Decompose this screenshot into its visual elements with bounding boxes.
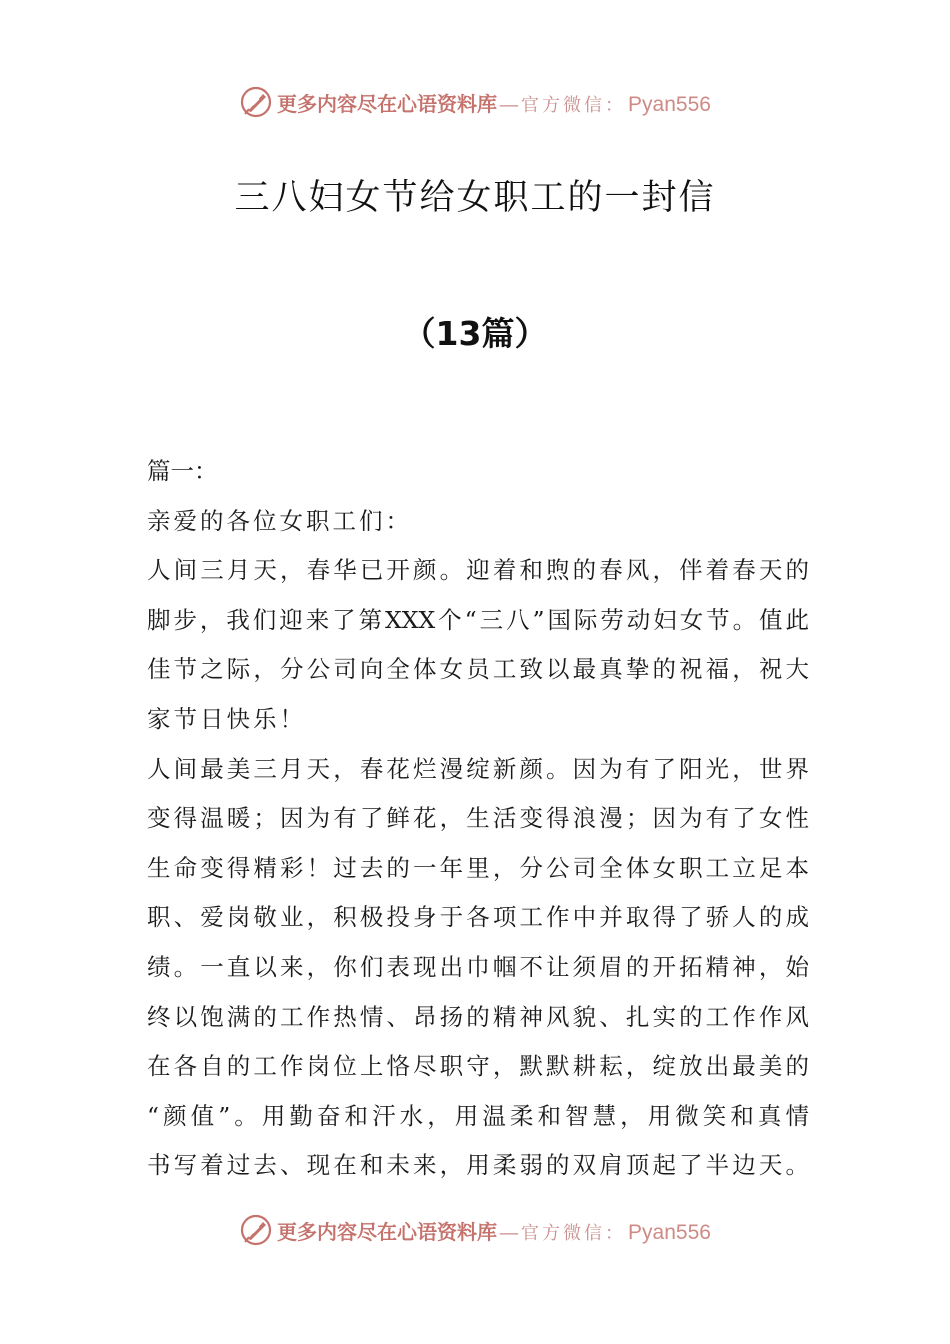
- watermark-wechat-id: Pyan556: [628, 92, 711, 116]
- watermark-footer: [0, 1210, 950, 1250]
- page-title: 三八妇女节给女职工的一封信: [234, 178, 716, 218]
- body-line: “颜值”。用勤奋和汗水，用温柔和智慧，用微笑和真情: [147, 1101, 809, 1130]
- body-line: 人间三月天，春华已开颜。迎着和煦的春风，伴着春天的: [147, 556, 809, 585]
- watermark-main-text: 更多内容尽在心语资料库: [277, 91, 498, 116]
- body-line: 职、爱岗敬业，积极投身于各项工作中并取得了骄人的成: [147, 903, 809, 932]
- body-line: 佳节之际，分公司向全体女员工致以最真挚的祝福，祝大: [147, 655, 809, 684]
- body-line: 生命变得精彩！过去的一年里，分公司全体女职工立足本: [147, 853, 809, 882]
- watermark-dash: —: [499, 1219, 520, 1244]
- watermark-wechat-id: Pyan556: [628, 1220, 711, 1244]
- body-line: 变得温暖；因为有了鲜花，生活变得浪漫；因为有了女性: [147, 804, 809, 833]
- watermark-header: [0, 82, 950, 122]
- body-line: 家节日快乐！: [147, 704, 306, 733]
- body-line: 书写着过去、现在和未来，用柔弱的双肩顶起了半边天。: [147, 1151, 809, 1180]
- body-line: 人间最美三月天，春花烂漫绽新颜。因为有了阳光，世界: [147, 754, 809, 783]
- body-line: 脚步，我们迎来了第XXX个“三八”国际劳动妇女节。值此: [147, 605, 809, 634]
- watermark-official-label: 官方微信：: [521, 1222, 627, 1244]
- body-line: 篇一：: [147, 457, 218, 485]
- body-line: 绩。一直以来，你们表现出巾帼不让须眉的开拓精神，始: [147, 952, 809, 981]
- quill-logo-icon: [239, 85, 273, 119]
- watermark-main-text: 更多内容尽在心语资料库: [277, 1219, 498, 1244]
- body-line: 亲爱的各位女职工们：: [147, 506, 412, 535]
- letter-body: [147, 447, 809, 1191]
- body-line: 终以饱满的工作热情、昂扬的精神风貌、扎实的工作作风: [147, 1002, 809, 1031]
- page-subtitle: （13篇）: [402, 314, 548, 353]
- watermark-dash: —: [499, 91, 520, 116]
- body-line: 在各自的工作岗位上恪尽职守，默默耕耘，绽放出最美的: [147, 1052, 809, 1081]
- watermark-official-label: 官方微信：: [521, 94, 627, 116]
- quill-logo-icon: [239, 1213, 273, 1247]
